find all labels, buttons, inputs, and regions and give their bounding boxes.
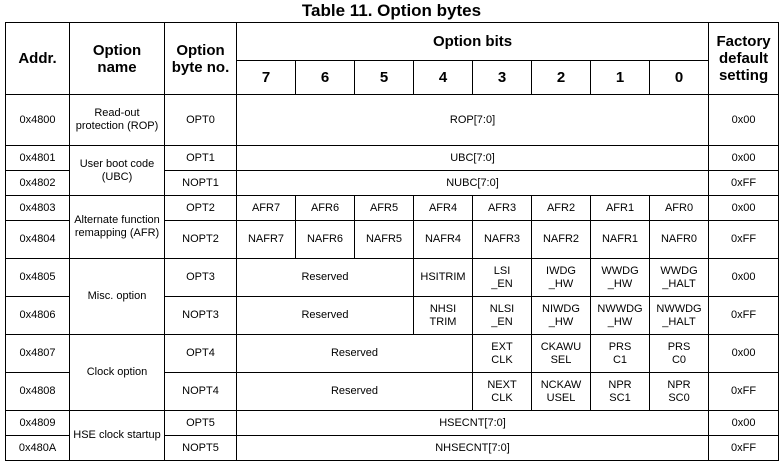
option-name-cell: User boot code (UBC) — [70, 146, 165, 196]
option-name-cell: Alternate function remapping (AFR) — [70, 196, 165, 259]
table-caption: Table 11. Option bytes — [301, 1, 482, 20]
header-bit-0: 0 — [650, 61, 709, 95]
option-byte-cell: OPT2 — [165, 196, 237, 221]
addr-cell: 0x4809 — [6, 411, 70, 436]
header-option-name: Option name — [70, 23, 165, 95]
option-bits-cell: NUBC[7:0] — [237, 171, 709, 196]
bit-cell: NAFR3 — [473, 221, 532, 259]
bit-cell: NPR SC1 — [591, 373, 650, 411]
bit-cell: NAFR4 — [414, 221, 473, 259]
default-cell: 0x00 — [709, 259, 779, 297]
addr-cell: 0x4806 — [6, 297, 70, 335]
bit-cell: AFR3 — [473, 196, 532, 221]
default-cell: 0xFF — [709, 373, 779, 411]
table-row — [6, 95, 779, 146]
bit-cell: NAFR6 — [296, 221, 355, 259]
option-bytes-table — [5, 22, 779, 461]
bit-cell: AFR7 — [237, 196, 296, 221]
bit-cell: AFR6 — [296, 196, 355, 221]
header-row — [6, 23, 779, 61]
bit-cell: IWDG _HW — [532, 259, 591, 297]
bit-cell: AFR5 — [355, 196, 414, 221]
bit-cell: NAFR5 — [355, 221, 414, 259]
addr-cell: 0x4802 — [6, 171, 70, 196]
option-bits-cell: HSECNT[7:0] — [237, 411, 709, 436]
bit-cell: NHSI TRIM — [414, 297, 473, 335]
option-byte-cell: NOPT4 — [165, 373, 237, 411]
bit-cell: WWDG _HW — [591, 259, 650, 297]
table-row — [6, 196, 779, 221]
bit-cell: NCKAW USEL — [532, 373, 591, 411]
reserved-cell: Reserved — [237, 259, 414, 297]
bit-cell: AFR1 — [591, 196, 650, 221]
reserved-cell: Reserved — [237, 335, 473, 373]
option-bits-cell: UBC[7:0] — [237, 146, 709, 171]
option-bits-cell: NHSECNT[7:0] — [237, 436, 709, 461]
table-row — [6, 259, 779, 297]
option-byte-cell: OPT0 — [165, 95, 237, 146]
bit-cell: HSITRIM — [414, 259, 473, 297]
table-row — [6, 335, 779, 373]
header-bit-5: 5 — [355, 61, 414, 95]
table-row — [6, 411, 779, 436]
bit-cell: NAFR1 — [591, 221, 650, 259]
header-bit-7: 7 — [237, 61, 296, 95]
bit-cell: PRS C0 — [650, 335, 709, 373]
default-cell: 0x00 — [709, 146, 779, 171]
addr-cell: 0x4804 — [6, 221, 70, 259]
default-cell: 0x00 — [709, 335, 779, 373]
option-byte-cell: OPT3 — [165, 259, 237, 297]
bit-cell: NAFR7 — [237, 221, 296, 259]
default-cell: 0xFF — [709, 171, 779, 196]
header-bit-3: 3 — [473, 61, 532, 95]
bit-cell: NIWDG _HW — [532, 297, 591, 335]
bit-cell: NPR SC0 — [650, 373, 709, 411]
bit-cell: NWWDG _HALT — [650, 297, 709, 335]
bit-cell: AFR2 — [532, 196, 591, 221]
addr-cell: 0x480A — [6, 436, 70, 461]
option-name-cell: Read-out protection (ROP) — [70, 95, 165, 146]
header-addr: Addr. — [6, 23, 70, 95]
bit-cell: NAFR0 — [650, 221, 709, 259]
bit-cell: CKAWU SEL — [532, 335, 591, 373]
option-byte-cell: NOPT1 — [165, 171, 237, 196]
reserved-cell: Reserved — [237, 297, 414, 335]
default-cell: 0x00 — [709, 411, 779, 436]
option-name-cell: Misc. option — [70, 259, 165, 335]
option-bits-cell: ROP[7:0] — [237, 95, 709, 146]
default-cell: 0x00 — [709, 95, 779, 146]
bit-cell: NWWDG _HW — [591, 297, 650, 335]
bit-cell: AFR4 — [414, 196, 473, 221]
bit-cell: LSI _EN — [473, 259, 532, 297]
option-byte-cell: NOPT2 — [165, 221, 237, 259]
addr-cell: 0x4803 — [6, 196, 70, 221]
default-cell: 0xFF — [709, 297, 779, 335]
addr-cell: 0x4800 — [6, 95, 70, 146]
addr-cell: 0x4808 — [6, 373, 70, 411]
header-bit-1: 1 — [591, 61, 650, 95]
option-byte-cell: OPT4 — [165, 335, 237, 373]
addr-cell: 0x4807 — [6, 335, 70, 373]
addr-cell: 0x4805 — [6, 259, 70, 297]
option-name-cell: Clock option — [70, 335, 165, 411]
default-cell: 0xFF — [709, 221, 779, 259]
option-byte-cell: NOPT3 — [165, 297, 237, 335]
header-option-bits: Option bits — [237, 23, 709, 61]
table-row — [6, 146, 779, 171]
header-factory-default: Factory default setting — [709, 23, 779, 95]
bit-cell: EXT CLK — [473, 335, 532, 373]
bit-cell: WWDG _HALT — [650, 259, 709, 297]
bit-cell: NAFR2 — [532, 221, 591, 259]
default-cell: 0xFF — [709, 436, 779, 461]
bit-cell: AFR0 — [650, 196, 709, 221]
option-byte-cell: OPT5 — [165, 411, 237, 436]
bit-cell: PRS C1 — [591, 335, 650, 373]
option-byte-cell: OPT1 — [165, 146, 237, 171]
addr-cell: 0x4801 — [6, 146, 70, 171]
bit-cell: NEXT CLK — [473, 373, 532, 411]
header-bit-4: 4 — [414, 61, 473, 95]
header-bit-2: 2 — [532, 61, 591, 95]
bit-cell: NLSI _EN — [473, 297, 532, 335]
default-cell: 0x00 — [709, 196, 779, 221]
option-name-cell: HSE clock startup — [70, 411, 165, 461]
reserved-cell: Reserved — [237, 373, 473, 411]
header-option-byte-no: Option byte no. — [165, 23, 237, 95]
option-byte-cell: NOPT5 — [165, 436, 237, 461]
header-bit-6: 6 — [296, 61, 355, 95]
